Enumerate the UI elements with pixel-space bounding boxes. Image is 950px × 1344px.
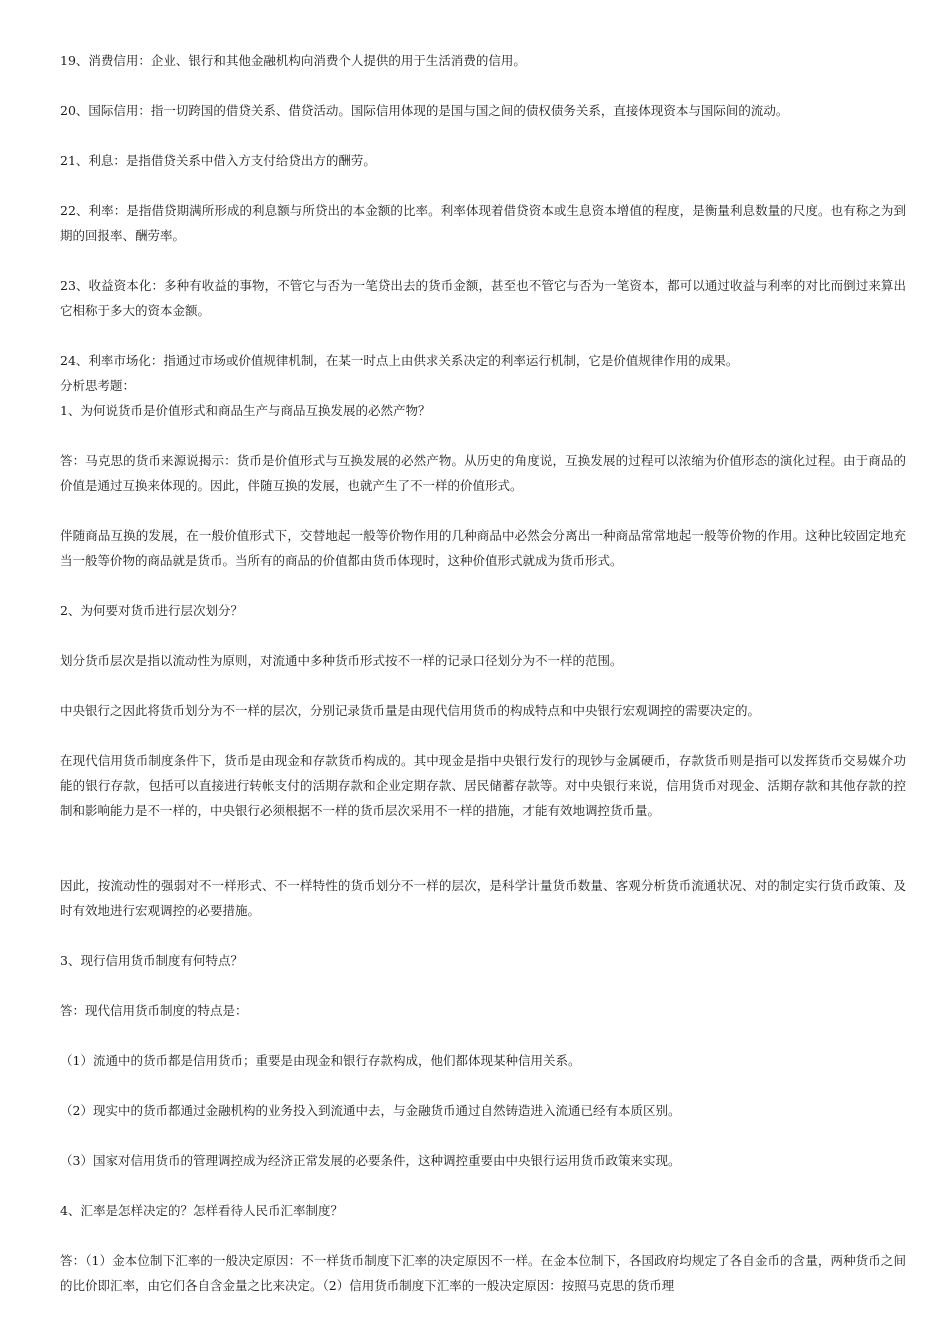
answer-1-paragraph-2: 伴随商品互换的发展，在一般价值形式下，交替地起一般等价物作用的几种商品中必然会分离出一种商品常常地起一般等价物的作用。这种比较固定地充当一般等价物的商品就是货币。当所有的商品的价值都由货币体现时，这种价值形式就成为货币形式。 [60, 528, 906, 568]
paragraph-interest: 21、利息：是指借贷关系中借入方支付给贷出方的酬劳。 [60, 153, 376, 168]
answer-2-paragraph-3: 在现代信用货币制度条件下，货币是由现金和存款货币构成的。其中现金是指中央银行发行的现钞与金属硬币，存款货币则是指可以发挥货币交易媒介功能的银行存款，包括可以直接进行转帐支付的活期存款和企业定期存款、居民储蓄存款等。对中央银行来说，信用货币对现金、活期存款和其他存款的控制和影响能力是不一样的，中央银行必须根据不一样的货币层次采用不一样的措施，才能有效地调控货币量。 [60, 753, 906, 818]
answer-3-point-1: （1）流通中的货币都是信用货币；重要是由现金和银行存款构成，他们都体现某种信用关系。 [60, 1053, 581, 1068]
paragraph-interest-rate: 22、利率：是指借贷期满所形成的利息额与所贷出的本金额的比率。利率体现着借贷资本或生息资本增值的程度，是衡量利息数量的尺度。也有称之为到期的回报率、酬劳率。 [60, 203, 906, 243]
answer-2-paragraph-1: 划分货币层次是指以流动性为原则，对流通中多种货币形式按不一样的记录口径划分为不一样的范围。 [60, 653, 623, 668]
paragraph-capitalization: 23、收益资本化：多种有收益的事物，不管它与否为一笔贷出去的货币金额，甚至也不管它与否为一笔资本，都可以通过收益与利率的对比而倒过来算出它相称于多大的资本金额。 [60, 278, 906, 318]
answer-1-paragraph-1: 答：马克思的货币来源说揭示：货币是价值形式与互换发展的必然产物。从历史的角度说，互换发展的过程可以浓缩为价值形态的演化过程。由于商品的价值是通过互换来体现的。因此，伴随互换的发展，也就产生了不一样的价值形式。 [60, 453, 906, 493]
answer-3-point-3: （3）国家对信用货币的管理调控成为经济正常发展的必要条件，这种调控重要由中央银行运用货币政策来实现。 [60, 1153, 681, 1168]
answer-4-paragraph-1: 答：（1）金本位制下汇率的一般决定原因：不一样货币制度下汇率的决定原因不一样。在金本位制下，各国政府均规定了各自金币的含量，两种货币之间的比价即汇率，由它们各自含金量之比来决定。（2）信用货币制度下汇率的一般决定原因：按照马克思的货币理 [60, 1253, 906, 1293]
paragraph-rate-marketization: 24、利率市场化：指通过市场或价值规律机制，在某一时点上由供求关系决定的利率运行机制，它是价值规律作用的成果。 [60, 353, 739, 368]
question-2: 2、为何要对货币进行层次划分？ [60, 603, 243, 618]
question-4: 4、汇率是怎样决定的？怎样看待人民币汇率制度？ [60, 1203, 343, 1218]
section-heading-analysis: 分析思考题： [60, 378, 136, 393]
paragraph-consumer-credit: 19、消费信用：企业、银行和其他金融机构向消费个人提供的用于生活消费的信用。 [60, 53, 526, 68]
question-3: 3、现行信用货币制度有何特点？ [60, 953, 243, 968]
answer-3-intro: 答：现代信用货币制度的特点是： [60, 1003, 248, 1018]
question-1: 1、为何说货币是价值形式和商品生产与商品互换发展的必然产物？ [60, 403, 431, 418]
paragraph-international-credit: 20、国际信用：指一切跨国的借贷关系、借贷活动。国际信用体现的是国与国之间的债权债务关系，直接体现资本与国际间的流动。 [60, 103, 789, 118]
answer-2-paragraph-2: 中央银行之因此将货币划分为不一样的层次，分别记录货币量是由现代信用货币的构成特点和中央银行宏观调控的需要决定的。 [60, 703, 761, 718]
answer-2-paragraph-4: 因此，按流动性的强弱对不一样形式、不一样特性的货币划分不一样的层次，是科学计量货币数量、客观分析货币流通状况、对的制定实行货币政策、及时有效地进行宏观调控的必要措施。 [60, 878, 906, 918]
answer-3-point-2: （2）现实中的货币都通过金融机构的业务投入到流通中去，与金融货币通过自然铸造进入流通已经有本质区别。 [60, 1103, 681, 1118]
